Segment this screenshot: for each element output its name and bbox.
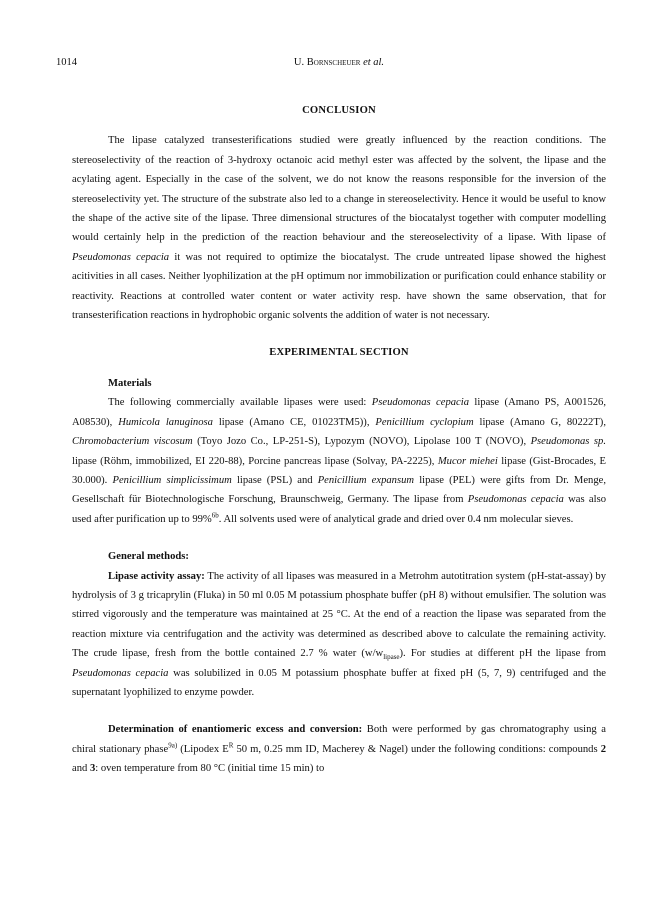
general-methods-heading: General methods: <box>108 551 189 563</box>
reference-9a: 9a) <box>168 741 178 750</box>
conclusion-paragraph: The lipase catalyzed transesterifications studied were greatly influenced by the reaction conditions. The stereoselectivity of the reaction of 3-hydroxy octanoic acid methyl ester was affected by the solvent, the lipase and the acylating agent. Especially in the case of the solvent, we do not know the reasons responsible for the inversion of the stereoselectivity yet. The structure of the substrate also led to a change in stereoselectivity. Hence it would be useful to know the shape of the active site of the lipase. Three dimensional structures of the biocatalyst together with computer modelling would certainly help in the prediction of the reaction behaviour and the stereoselectivity of a lipase. With lipase of Pseudomonas cepacia it was not required to optimize the biocatalyst. The crude untreated lipase showed the highest acitivities in all cases. Neither lyophilization at the pH optimum nor immobilization or purification could enhance stability or reactivity. Reactions at controlled water content or water activity resp. have shown the same observation, that for transesterification reactions in hydrophobic organic solvents the addition of water is not necessary. <box>72 135 606 322</box>
conclusion-heading: CONCLUSION <box>302 105 376 116</box>
ee-determination-paragraph: Determination of enantiomeric excess and conversion: Both were performed by gas chromatography using a chiral stationary phase$^{9a)}$ (Lipodex $E^R$ 50 m, 0.25 mm ID, Macherey & Nagel) under the following conditions: compounds 2 and 3: oven temperature from 80 °C (initial time 15 min) to <box>72 724 607 775</box>
author-name: U. Bornscheuer <box>293 57 361 68</box>
page-number: 1014 <box>56 57 77 68</box>
reference-6b: 6b <box>211 511 219 520</box>
experimental-heading: EXPERIMENTAL SECTION <box>269 347 409 359</box>
et-al: et al. <box>363 57 385 68</box>
lipase-assay-paragraph: Lipase activity assay: The activity of all lipases was measured in a Metrohm autotitration system (pH-stat-assay) by hydrolysis of 3 g tricaprylin (Fluka) in 50 ml 0.05 M potassium phosphate buffer (pH 8) without emulsifier. The solution was stirred vigorously and the temperature was maintained at 25 °C. At the end of a reaction the lipase was separated from the reaction mixture via centrifugation and the activity was determined as described above to calculate the remaining activity. The crude lipase, fresh from the bottle contained 2.7 % water $(w/w_{lipase})$. For studies at different pH the lipase from Pseudomonas cepacia was solubilized in 0.05 M potassium phosphate buffer at fixed pH (5, 7, 9) centrifuged and the supernatant lyophilized to enzyme powder. <box>72 570 606 698</box>
running-header <box>56 57 622 73</box>
materials-heading: Materials <box>108 377 152 389</box>
materials-paragraph: The following commercially available lipases were used: Pseudomonas cepacia lipase (Amano PS, A001526, A08530), Humicola lanuginosa lipase (Amano CE, 01023TM5)), Penicillium cyclopium lipase (Amano G, 80222T), Chromobacterium viscosum (Toyo Jozo Co., LP-251-S), Lypozym (NOVO), Lipolase 100 T (NOVO), Pseudomonas sp. lipase (Röhm, immobilized, EI 220-88), Porcine pancreas lipase (Solvay, PA-2225), Mucor miehei lipase (Gist-Brocades, E 30.000). Penicillium simplicissimum lipase (PSL) and Penicillium expansum lipase (PEL) were gifts from Dr. Menge, Gesellschaft für Biotechnologische Forschung, Braunschweig, Germany. The lipase from Pseudomonas cepacia was also used after purification up to 99%$^{6b}$. All solvents used were of analytical grade and dried over 0.4 nm molecular sieves. <box>72 397 607 525</box>
running-head-author <box>56 57 622 68</box>
ee-determination-label: Determination of enantiomeric excess and conversion: <box>108 724 363 736</box>
lipase-assay-label: Lipase activity assay: <box>108 570 205 582</box>
page-body <box>72 101 606 779</box>
